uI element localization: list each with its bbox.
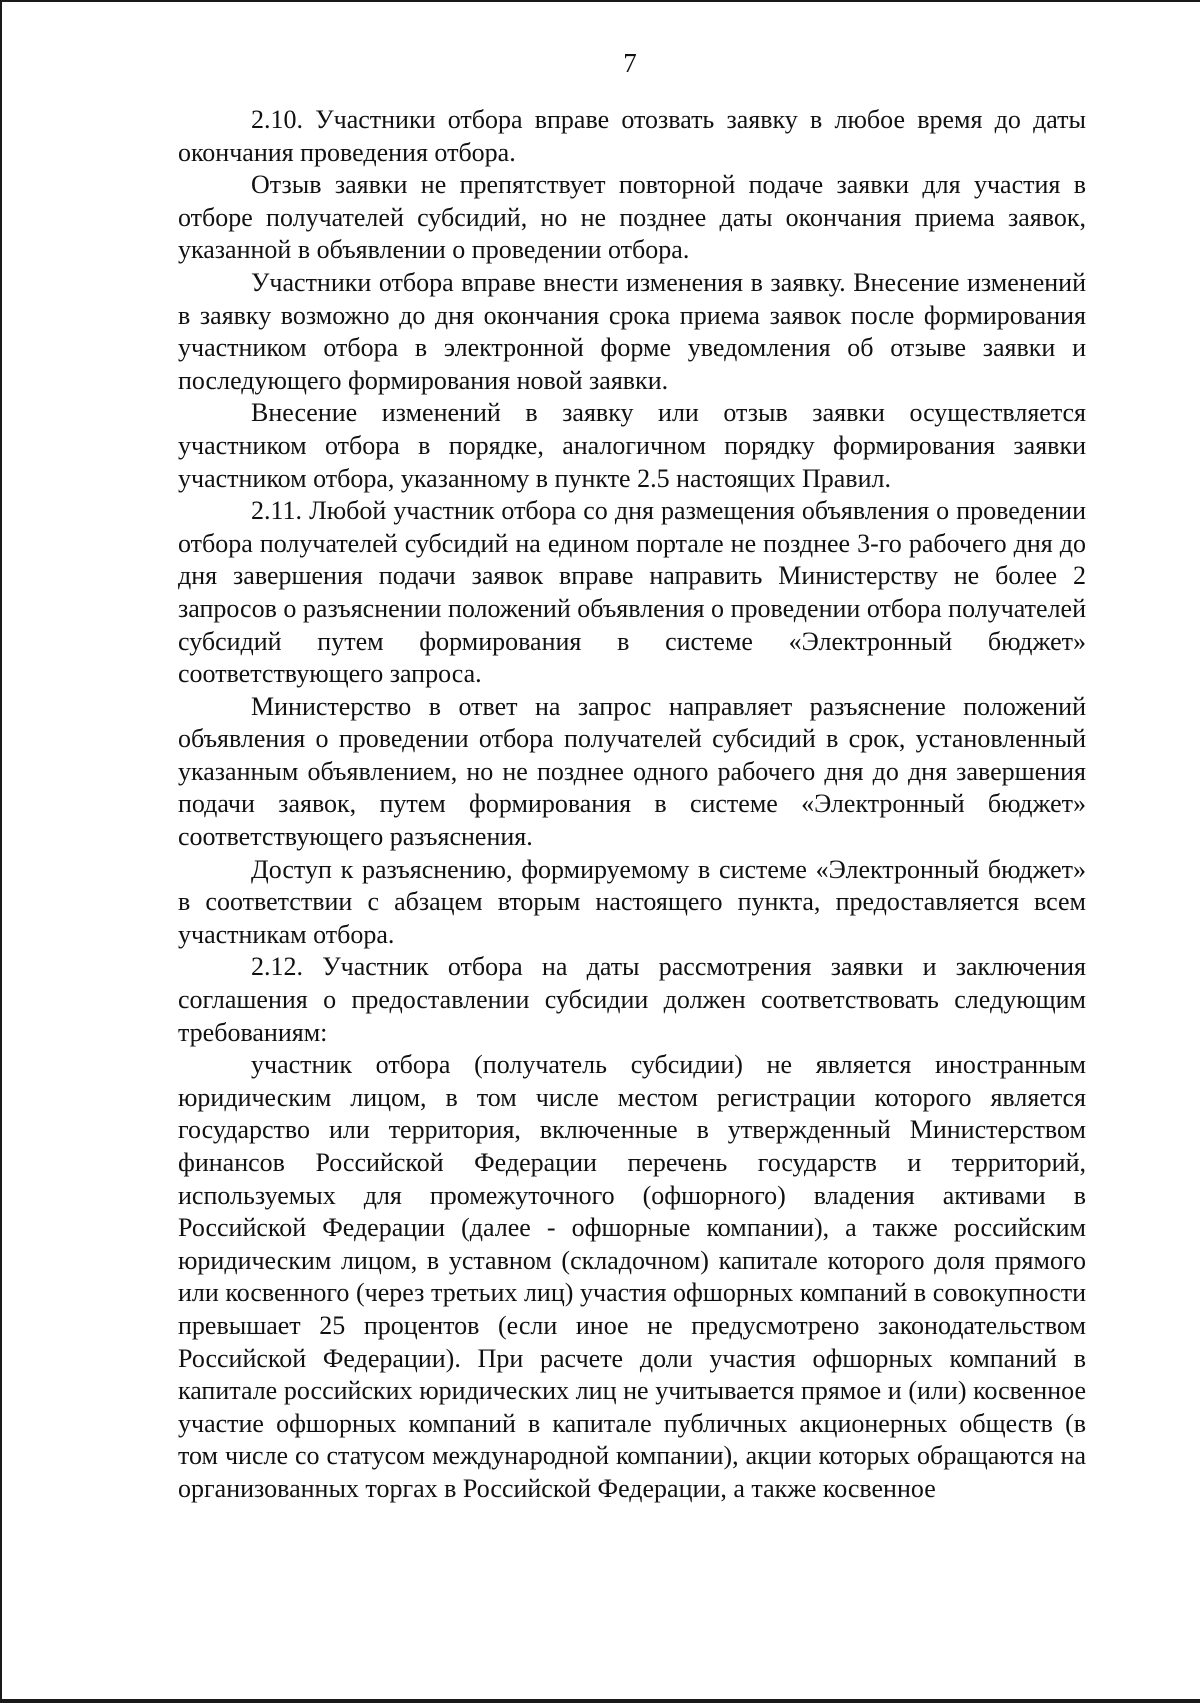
paragraph-2-10: 2.10. Участники отбора вправе отозвать заявку в любое время до даты окончания проведения отбора. [178,105,1086,167]
paragraph-withdrawal: Отзыв заявки не препятствует повторной подаче заявки для участия в отборе получателей субсидий, но не позднее даты окончания приема заявок, указанной в объявлении о проведении отбора. [178,170,1086,265]
paragraph-requirements: участник отбора (получатель субсидии) не является иностранным юридическим лицом, в том числе местом регистрации которого является государство или территория, включенные в утвержденный Министерством финансов Российской Федерации перечень государств и территорий, используемых для промежуточного (офшорного) владения активами в Российской Федерации (далее - офшорные компании), а также российским юридическим лицом, в уставном (складочном) капитале которого доля прямого или косвенного (через третьих лиц) участия офшорных компаний в совокупности превышает 25 процентов (если иное не предусмотрено законодательством Российской Федерации). При расчете доли участия офшорных компаний в капитале российских юридических лиц не учитывается прямое и (или) косвенное участие офшорных компаний в капитале публичных акционерных обществ (в том числе со статусом международной компании), акции которых обращаются на организованных торгах в Российской Федерации, а также косвенное [178,1050,1086,1503]
document-body [178,104,1086,1506]
paragraph-ministry-response: Министерство в ответ на запрос направляет разъяснение положений объявления о проведении отбора получателей субсидий в срок, установленный указанным объявлением, но не позднее одного рабочего дня до дня завершения подачи заявок, путем формирования в системе «Электронный бюджет» соответствующего разъяснения. [178,691,1086,852]
scan-border-bottom [0,1699,1200,1703]
scan-border-left [0,0,2,1703]
paragraph-2-11: 2.11. Любой участник отбора со дня размещения объявления о проведении отбора получателей субсидий на едином портале не позднее 3-го рабочего дня до дня завершения подачи заявок вправе направить Министерству не более 2 запросов о разъяснении положений объявления о проведении отбора получателей субсидий путем формирования в системе «Электронный бюджет» соответствующего запроса. [178,496,1086,689]
page-number: 7 [623,48,637,78]
scan-border-top [0,0,1200,2]
paragraph-2-12: 2.12. Участник отбора на даты рассмотрения заявки и заключения соглашения о предоставлении субсидии должен соответствовать следующим требованиям: [178,952,1086,1047]
paragraph-changes: Участники отбора вправе внести изменения в заявку. Внесение изменений в заявку возможно до дня окончания срока приема заявок после формирования участником отбора в электронной форме уведомления об отзыве заявки и последующего формирования новой заявки. [178,267,1086,395]
paragraph-changes-procedure: Внесение изменений в заявку или отзыв заявки осуществляется участником отбора в порядке, аналогичном порядку формирования заявки участником отбора, указанному в пункте 2.5 настоящих Правил. [178,398,1086,493]
paragraph-access: Доступ к разъяснению, формируемому в системе «Электронный бюджет» в соответствии с абзацем вторым настоящего пункта, предоставляется всем участникам отбора. [178,854,1086,949]
